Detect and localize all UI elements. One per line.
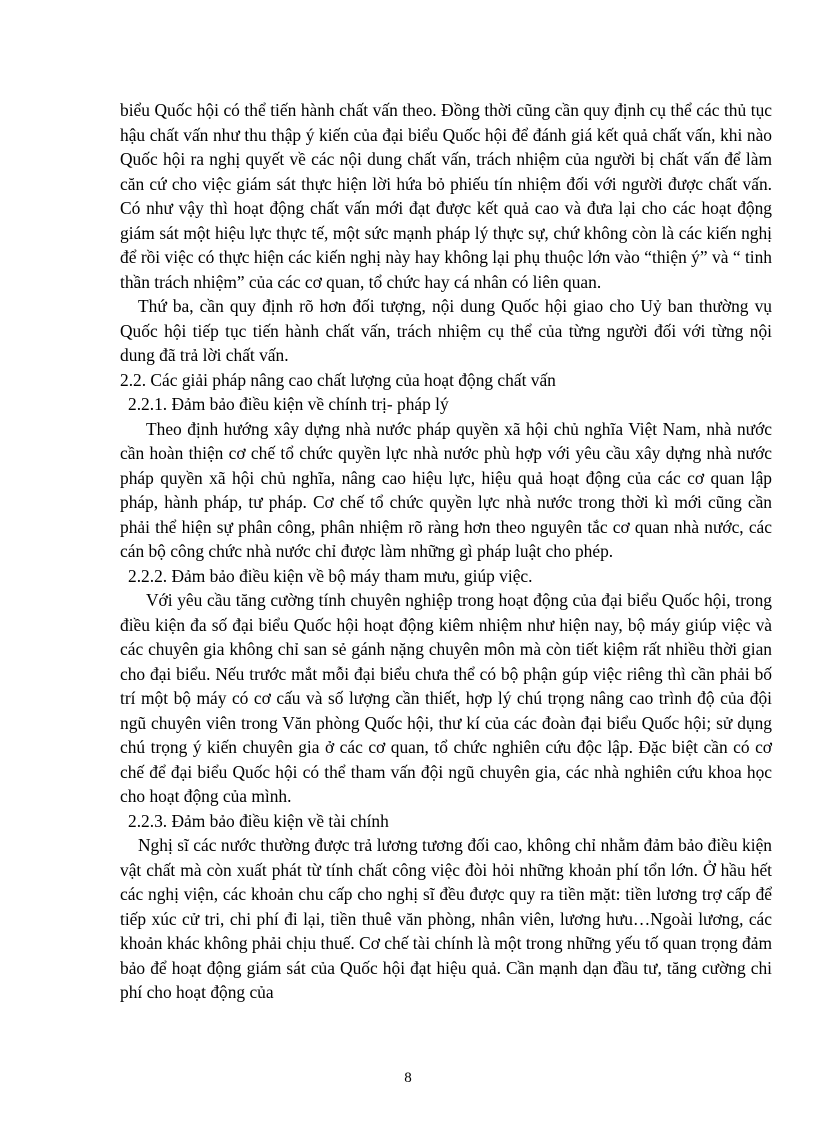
subsection-heading-2-2-1: 2.2.1. Đảm bảo điều kiện về chính trị- pháp lý (128, 394, 449, 414)
paragraph-support-apparatus: Với yêu cầu tăng cường tính chuyên nghiệp trong hoạt động của đại biểu Quốc hội, trong điều kiện đa số đại biểu Quốc hội hoạt động kiêm nhiệm như hiện nay, bộ máy giúp việc và các chuyên gia không chỉ san sẻ gánh nặng chuyên môn mà còn tiết kiệm rất nhiều thời gian cho đại biểu. Nếu trước mắt mỗi đại biểu chưa thể có bộ phận gúp việc riêng thì cần phải bố trí một bộ máy có cơ cấu và số lượng cần thiết, hợp lý chú trọng nâng cao trình độ của đội ngũ chuyên viên trong Văn phòng Quốc hội, thư kí của các đoàn đại biểu Quốc hội; sử dụng chú trọng ý kiến chuyên gia ở các cơ quan, tổ chức nghiên cứu độc lập. Đặc biệt cần có cơ chế để đại biểu Quốc hội có thể tham vấn đội ngũ chuyên gia, các nhà nghiên cứu khoa học cho hoạt động của mình. (120, 590, 772, 806)
paragraph-finance: Nghị sĩ các nước thường được trả lương tương đối cao, không chỉ nhằm đảm bảo điều kiện vật chất mà còn xuất phát từ tính chất công việc đòi hỏi những khoản phí tổn lớn. Ở hầu hết các nghị viện, các khoản chu cấp cho nghị sĩ đều được quy ra tiền mặt: tiền lương trợ cấp để tiếp xúc cử tri, chi phí đi lại, tiền thuê văn phòng, nhân viên, lương hưu…Ngoài lương, các khoản khác không phải chịu thuế. Cơ chế tài chính là một trong những yếu tố quan trọng đảm bảo để hoạt động giám sát của Quốc hội đạt hiệu quả. Cần mạnh dạn đầu tư, tăng cường chi phí cho hoạt động của (120, 835, 772, 1002)
page-body (120, 98, 772, 1005)
subsection-heading-2-2-3: 2.2.3. Đảm bảo điều kiện về tài chính (128, 810, 389, 831)
paragraph-political-legal: Theo định hướng xây dựng nhà nước pháp quyền xã hội chủ nghĩa Việt Nam, nhà nước cần hoàn thiện cơ chế tổ chức quyền lực nhà nước phù hợp với yêu cầu xây dựng nhà nước pháp quyền xã hội chủ nghĩa, nâng cao hiệu lực, hiệu quả hoạt động của các cơ quan lập pháp, hành pháp, tư pháp. Cơ chế tổ chức quyền lực nhà nước trong thời kì mới cũng cần phải thể hiện sự phân công, phân nhiệm rõ ràng hơn theo nguyên tắc cơ quan nhà nước, các cán bộ công chức nhà nước chỉ được làm những gì pháp luật cho phép. (120, 418, 772, 561)
paragraph-thu-ba: Thứ ba, cần quy định rõ hơn đối tượng, nội dung Quốc hội giao cho Uỷ ban thường vụ Quốc hội tiếp tục tiến hành chất vấn, trách nhiệm cụ thể của từng người đối với từng nội dung đã trả lời chất vấn. (120, 296, 772, 365)
page-number: 8 (404, 1070, 412, 1086)
section-heading-2-2: 2.2. Các giải pháp nâng cao chất lượng của hoạt động chất vấn (120, 369, 556, 390)
paragraph-continuation: biểu Quốc hội có thể tiến hành chất vấn theo. Đồng thời cũng cần quy định cụ thể các thủ tục hậu chất vấn như thu thập ý kiến của đại biểu Quốc hội để đánh giá kết quả chất vấn, khi nào Quốc hội ra nghị quyết về các nội dung chất vấn, trách nhiệm của người bị chất vấn để làm căn cứ cho việc giám sát thực hiện lời hứa bỏ phiếu tín nhiệm đối với người được chất vấn. Có như vậy thì hoạt động chất vấn mới đạt được kết quả cao và đưa lại cho các hoạt động giám sát một hiệu lực thực tế, một sức mạnh pháp lý thực sự, chứ không còn là các kiến nghị để rồi việc có thực hiện các kiến nghị này hay không lại phụ thuộc lớn vào “thiện ý” và “ tinh thần trách nhiệm” của các cơ quan, tổ chức hay cá nhân có liên quan. (120, 100, 772, 292)
subsection-heading-2-2-2: 2.2.2. Đảm bảo điều kiện về bộ máy tham mưu, giúp việc. (128, 565, 533, 586)
